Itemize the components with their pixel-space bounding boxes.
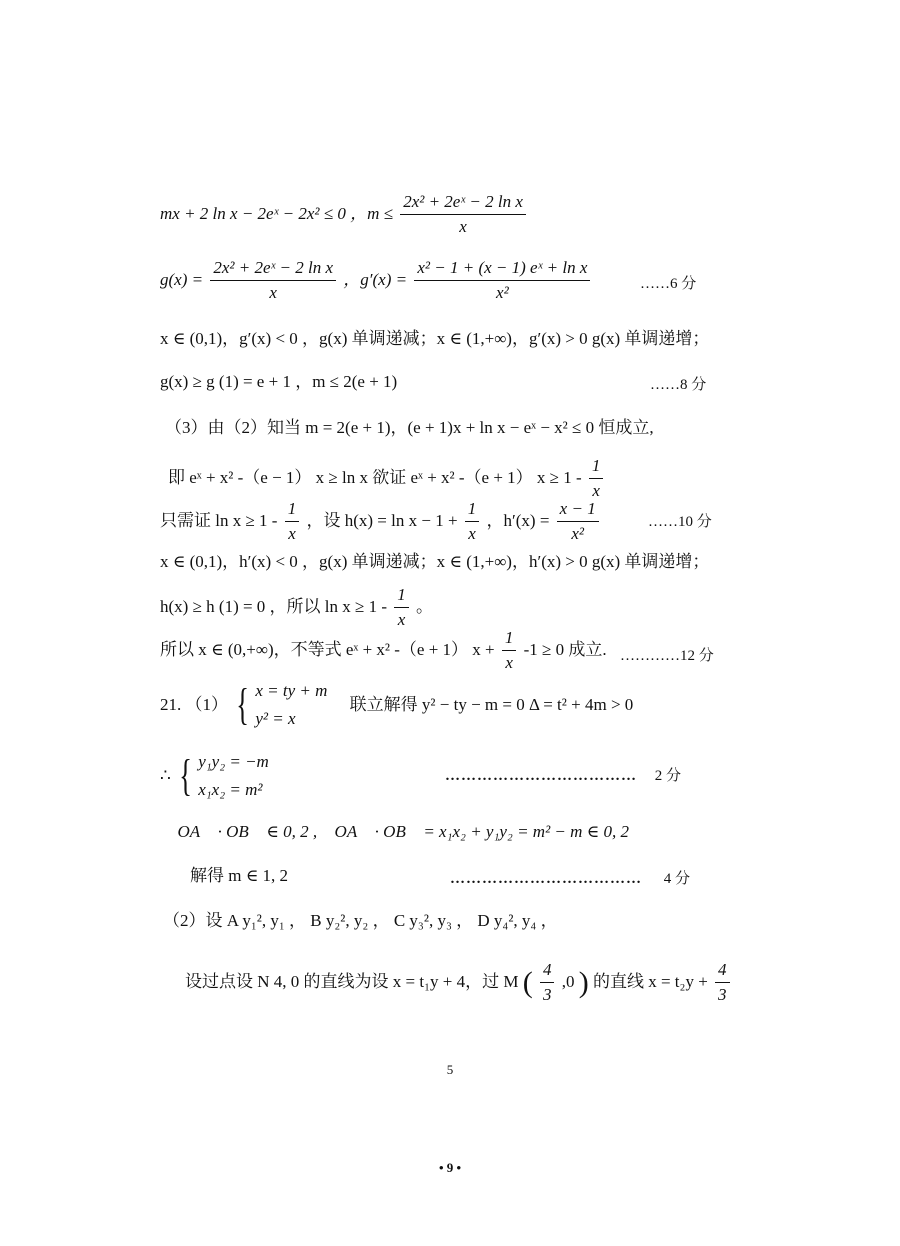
eq-l16-a: 设过点设 N 4, 0 的直线为设 x = t₁y + 4，过 M: [185, 971, 519, 991]
inner-page-number: 5: [446, 1062, 454, 1077]
eq-g-min: g(x) ≥ g (1) = e + 1 ，m ≤ 2(e + 1): [160, 372, 398, 391]
problem-21-part-1: [160, 681, 633, 730]
frac-l16-b: [715, 960, 730, 1006]
frac-l2-a-den: x: [269, 283, 277, 303]
eq-l2-g: g(x) =: [160, 269, 204, 289]
eq-l2-gprime: ，g′(x) =: [343, 269, 408, 289]
frac-l7-c-den: x²: [571, 524, 585, 544]
frac-l9-num: 1: [394, 585, 409, 608]
frac-l9: [394, 585, 409, 631]
eq-discriminant: 联立解得 y² − ty − m = 0 Δ = t² + 4m > 0: [349, 695, 634, 715]
score-4-leader: [450, 867, 690, 888]
frac-l1: [400, 192, 526, 238]
paren-left-icon: (: [522, 965, 533, 999]
therefore-symbol: ∴: [160, 766, 171, 786]
eq-g-definition: [160, 258, 593, 304]
brace-icon: {: [236, 680, 250, 730]
brace-icon: {: [179, 751, 192, 801]
frac-l6-num: 1: [589, 456, 604, 479]
eq-l1-left: mx + 2 ln x − 2eˣ − 2x² ≤ 0 ，m ≤: [160, 203, 393, 223]
score-4: 4 分: [663, 871, 691, 887]
eq-vieta: [160, 752, 269, 801]
score-12: …………12 分: [620, 648, 714, 664]
frac-l10-den: x: [505, 653, 513, 673]
frac-l7-c: [557, 499, 599, 545]
frac-l6-den: x: [592, 481, 600, 501]
frac-l16-a: [540, 960, 555, 1006]
frac-l7-b-den: x: [468, 524, 476, 544]
eq-dot-product: ∵ OA⃗ · OB⃗ ∈ 0, 2 ,∴ OA⃗ · OB⃗ = x₁x₂ + y₁y₂ = m² − m ∈ 0, 2: [160, 822, 630, 841]
eq-conclusion: [160, 628, 607, 674]
frac-l7-a-den: x: [288, 524, 296, 544]
frac-l2-a: [210, 258, 336, 304]
eq-h-monotonic: x ∈ (0,1)，h′(x) < 0 ，g(x) 单调递减；x ∈ (1,+∞)，h′(x) > 0 g(x) 单调递增；: [160, 552, 710, 571]
frac-l16-b-den: 3: [718, 985, 727, 1005]
system-row-x-product: x₁x₂ = m²: [198, 780, 263, 800]
paren-right-icon: ): [578, 965, 589, 999]
system-row-y-product: y₁y₂ = −m: [198, 752, 269, 771]
part-2-points: （2）设 A y₁², y₁ ， B y₂², y₂ ， C y₃², y₃ ， D y₄², y₄ ，: [163, 911, 558, 930]
eq-inequality-m: [160, 192, 529, 238]
frac-l7-a-num: 1: [285, 499, 300, 522]
score-8: ……8 分: [650, 377, 707, 393]
eq-l16-c: 的直线 x = t₂y +: [592, 971, 708, 991]
system-row-line: x = ty + m: [255, 681, 328, 700]
score-2-leader: [445, 764, 681, 785]
eq-h-definition: [160, 499, 602, 545]
eq-l6-left: 即 eˣ + x² -（e − 1） x ≥ ln x 欲证 eˣ + x² -（e + 1） x ≥ 1 -: [168, 467, 582, 487]
frac-l7-b: [465, 499, 480, 545]
system-vieta: [175, 752, 269, 801]
score-2: 2 分: [654, 768, 682, 784]
frac-l2-b-num: x² − 1 + (x − 1) eˣ + ln x: [414, 258, 590, 281]
score-6: ……6 分: [640, 276, 697, 292]
problem-21-label: 21. （1）: [160, 695, 228, 715]
eq-h-min: [160, 585, 433, 631]
frac-l16-a-num: 4: [540, 960, 555, 983]
score-10: ……10 分: [648, 514, 712, 530]
frac-l2-b-den: x²: [496, 283, 509, 303]
sheet-page-number: • 9 •: [438, 1160, 462, 1175]
eq-m-range: 解得 m ∈ 1, 2: [190, 866, 289, 885]
frac-l16-a-den: 3: [542, 985, 552, 1005]
frac-l7-a: [285, 499, 300, 545]
system-row-parabola: y² = x: [255, 709, 296, 729]
frac-l16-b-num: 4: [715, 960, 730, 983]
frac-l7-c-num: x − 1: [557, 499, 599, 522]
frac-l2-b: [414, 258, 590, 304]
eq-l16-b: ,0: [561, 971, 575, 991]
eq-to-prove: [168, 456, 606, 502]
part-3-statement: （3）由（2）知当 m = 2(e + 1)，(e + 1)x + ln x − eˣ − x² ≤ 0 恒成立,: [165, 418, 654, 437]
eq-l7-c: ，h′(x) =: [486, 510, 550, 530]
frac-l10-num: 1: [502, 628, 517, 651]
frac-l1-num: 2x² + 2eˣ − 2 ln x: [400, 192, 526, 215]
frac-l1-den: x: [459, 217, 467, 237]
eq-l10-a: 所以 x ∈ (0,+∞)，不等式 eˣ + x² -（e + 1） x +: [160, 639, 495, 659]
frac-l2-a-num: 2x² + 2eˣ − 2 ln x: [210, 258, 336, 281]
dot-leader: ………………………………: [450, 871, 642, 887]
eq-g-monotonic: x ∈ (0,1)，g′(x) < 0 ，g(x) 单调递减；x ∈ (1,+∞)，g′(x) > 0 g(x) 单调递增；: [160, 329, 710, 348]
system-line-parabola: [232, 681, 327, 730]
frac-l7-b-num: 1: [465, 499, 480, 522]
eq-l7-b: ，设 h(x) = ln x − 1 +: [306, 510, 458, 530]
eq-l9-b: 。: [416, 596, 434, 616]
frac-l6: [589, 456, 604, 502]
eq-l10-b: -1 ≥ 0 成立.: [523, 639, 607, 659]
dot-leader: ………………………………: [445, 768, 637, 784]
frac-l10: [502, 628, 517, 674]
eq-l7-a: 只需证 ln x ≥ 1 -: [160, 510, 278, 530]
eq-l9-a: h(x) ≥ h (1) = 0 ，所以 ln x ≥ 1 -: [160, 596, 388, 616]
frac-l9-den: x: [397, 610, 406, 630]
eq-lines-through-n-m: [185, 960, 733, 1006]
